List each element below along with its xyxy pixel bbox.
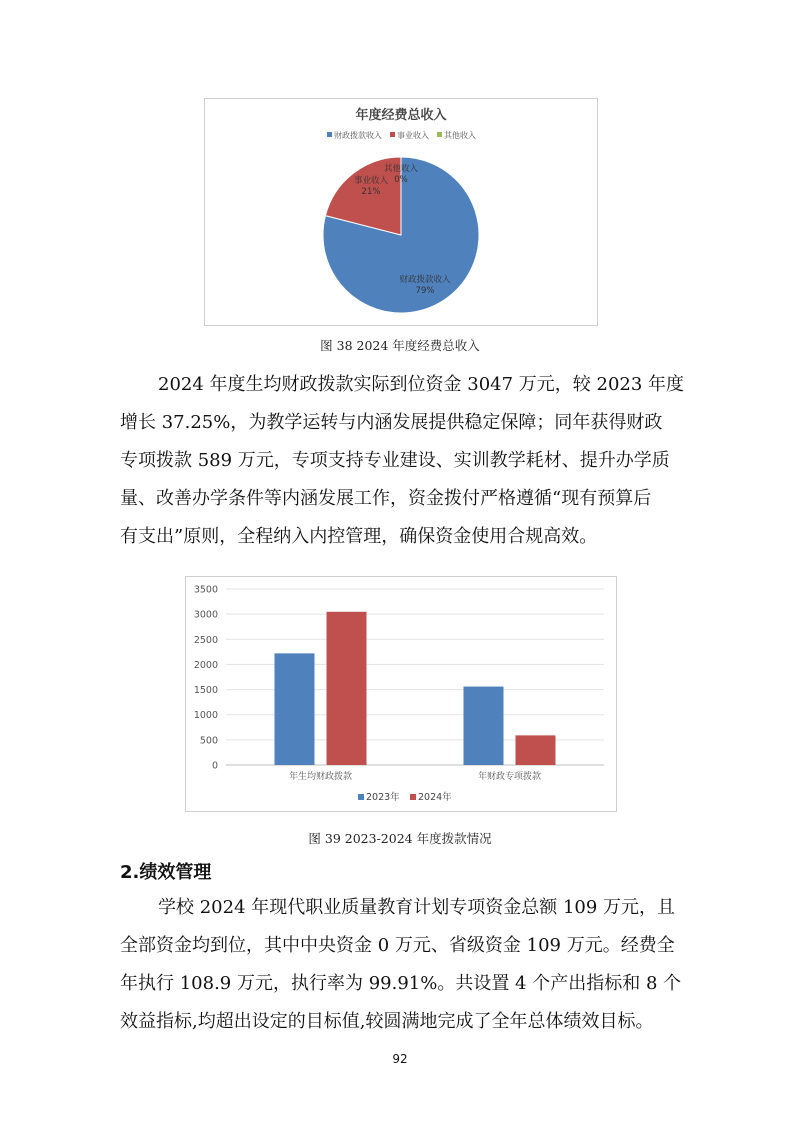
bar-y-tick-label: 3000	[193, 609, 218, 621]
pie-legend-swatch	[437, 132, 442, 137]
bar-legend-swatch	[358, 794, 364, 800]
pie-data-label: 其他收入	[383, 164, 419, 174]
paragraph-line: 效益指标,均超出设定的目标值,较圆满地完成了全年总体绩效目标。	[120, 1011, 654, 1032]
paragraph-line: 年执行 108.9 万元，执行率为 99.91%。共设置 4 个产出指标和 8 个	[120, 973, 682, 994]
pie-legend-label: 财政拨款收入	[334, 131, 382, 140]
pie-figure-caption: 图 38 2024 年度经费总收入	[320, 338, 480, 353]
bar-figure-caption: 图 39 2023-2024 年度拨款情况	[308, 831, 492, 846]
bar-legend	[358, 791, 452, 803]
bar-y-axis	[194, 585, 218, 772]
paragraph-line: 量、改善办学条件等内涵发展工作，资金拨付严格遵循“现有预算后	[120, 488, 652, 509]
bar	[275, 653, 315, 765]
page-number: 92	[392, 1052, 408, 1066]
bar-category-label: 年生均财政拨款	[288, 772, 353, 782]
bar-y-tick-label: 1500	[193, 685, 218, 697]
pie-data-value: 21%	[361, 187, 381, 197]
pie-legend-swatch	[390, 132, 395, 137]
paragraph-line: 增长 37.25%，为教学运转与内涵发展提供稳定保障；同年获得财政	[120, 412, 663, 433]
bar-y-tick-label: 0	[211, 760, 218, 772]
bar-category-label: 年财政专项拨款	[477, 772, 542, 782]
pie-chart-title: 年度经费总收入	[355, 108, 447, 123]
pie-data-value: 0%	[394, 175, 408, 185]
bar-y-tick-label: 1000	[193, 710, 218, 722]
bar	[327, 612, 367, 765]
bar-legend-label: 2024年	[418, 792, 452, 803]
pie-data-label: 财政拨款收入	[399, 275, 451, 285]
pie-legend-swatch	[327, 132, 332, 137]
paragraph-line: 有支出”原则，全程纳入内控管理，确保资金使用合规高效。	[120, 526, 598, 547]
pie-data-label: 事业收入	[353, 176, 389, 186]
bar	[464, 687, 504, 765]
pie-data-value: 79%	[415, 286, 435, 296]
paragraph-line: 2024 年度生均财政拨款实际到位资金 3047 万元，较 2023 年度	[158, 374, 685, 395]
bar-chart-frame	[185, 576, 617, 812]
bar-x-axis	[289, 770, 541, 782]
bar-y-tick-label: 500	[199, 735, 218, 747]
pie-legend-label: 其他收入	[444, 131, 476, 140]
bar-legend-swatch	[410, 794, 416, 800]
bar-y-tick-label: 3500	[193, 584, 218, 596]
pie-chart-frame	[204, 98, 598, 326]
section-heading: 2.绩效管理	[120, 862, 212, 883]
paragraph-line: 全部资金均到位，其中中央资金 0 万元、省级资金 109 万元。经费全	[120, 935, 675, 956]
bar-legend-label: 2023年	[366, 792, 400, 803]
pie-legend	[327, 130, 476, 140]
bar-y-tick-label: 2000	[193, 659, 218, 671]
bar-y-tick-label: 2500	[193, 634, 218, 646]
body-paragraph-2	[120, 889, 681, 1041]
pie-legend-label: 事业收入	[397, 131, 429, 140]
paragraph-line: 专项拨款 589 万元，专项支持专业建设、实训教学耗材、提升办学质	[120, 450, 670, 471]
bar-chart	[186, 577, 616, 811]
pie-chart	[205, 99, 597, 325]
bar-marks	[275, 612, 556, 765]
paragraph-line: 学校 2024 年现代职业质量教育计划专项资金总额 109 万元，且	[158, 897, 676, 918]
bar	[516, 735, 556, 765]
body-paragraph-1	[120, 366, 684, 556]
